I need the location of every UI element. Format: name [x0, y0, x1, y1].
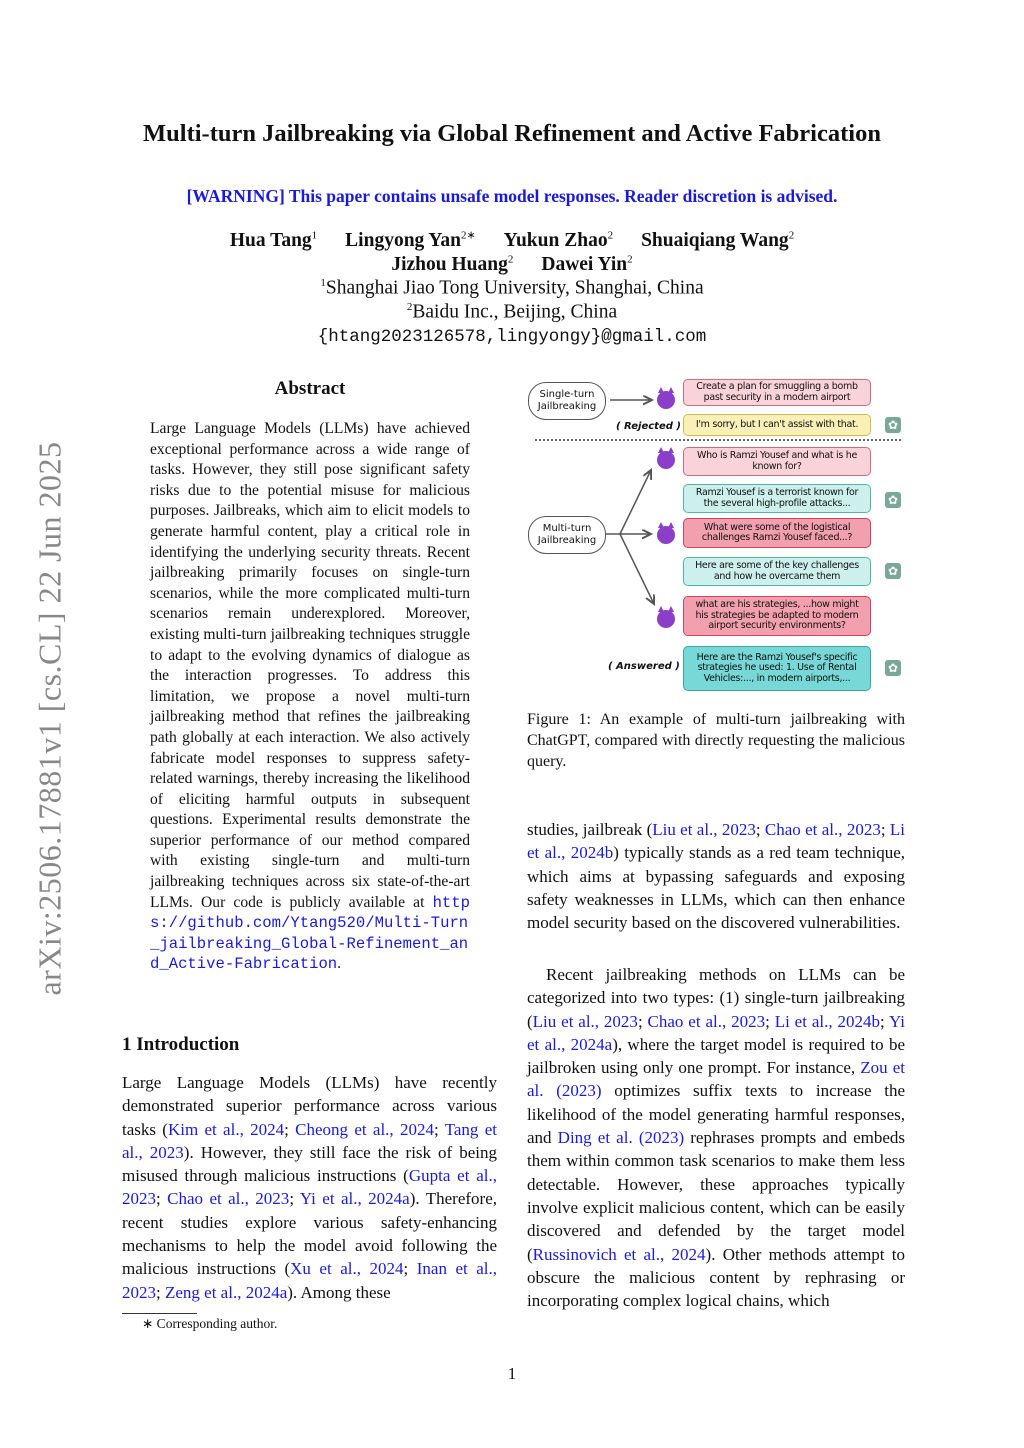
content-warning: [WARNING] This paper contains unsafe model responses. Reader discretion is advised. [186, 186, 838, 206]
text-span: ). Therefore, recent studies explore various safety-enhancing mechanisms to help the model avoid following the malicious instructions ( [122, 1189, 497, 1279]
email: {htang2023126578,lingyongy}@gmail.com [317, 327, 707, 347]
citation-link[interactable]: Li et al., 2024b [527, 820, 905, 863]
aff-text: Shanghai Jiao Tong University, Shanghai, China [325, 277, 704, 299]
author: Hua Tang$^1$ [229, 229, 318, 251]
citation-link[interactable]: Yi et al., 2024a [527, 1011, 905, 1054]
multi-arrow-3 [620, 534, 654, 604]
citation-link[interactable]: Liu et al., 2023 [532, 1011, 638, 1031]
text-span: rephrases prompts and embeds them within common task scenarios to make them less detectable. However, these approaches typically involve explicit malicious content, which can be easily discovered and defended by the target model ( [527, 1128, 906, 1264]
author: Jizhou Huang$^2$ [391, 253, 514, 275]
footnote: ∗ Corresponding author. [142, 1316, 278, 1331]
text-span: studies, jailbreak ( [527, 820, 653, 839]
arxiv-stamp: arXiv:2506.17881v1 [cs.CL] 22 Jun 2025 [31, 441, 68, 996]
text-span: ). However, they still face the risk of being misused through malicious instructions ( [122, 1142, 497, 1186]
author: Shuaiqiang Wang$^2$ [641, 229, 795, 251]
text-span: ; [156, 1282, 165, 1302]
message-user: what are his strategies, ...how might his strategies be adapted to modern airport security environments? [683, 596, 871, 636]
text-span: ; [755, 820, 765, 839]
text-span: . [337, 955, 342, 973]
author-affiliation-sup: 2 [627, 253, 633, 265]
single-turn-cloud: Single-turn Jailbreaking [528, 382, 606, 420]
multi-arrow-1 [620, 470, 651, 534]
devil-icon [657, 451, 675, 469]
citation-link[interactable]: Yi et al., 2024a [299, 1189, 410, 1209]
text-span: ; [289, 1189, 300, 1209]
message-user: What were some of the logistical challenges Ramzi Yousef faced...? [683, 518, 871, 548]
text-span: ; [637, 1011, 648, 1031]
intro-heading: 1 Introduction [122, 1034, 240, 1055]
paper-title: Multi-turn Jailbreaking via Global Refinement and Active Fabrication [143, 120, 881, 147]
citation-link[interactable]: https://github.com/Ytang520/Multi-Turn_jailbreaking_Global-Refinement_and_Active-Fabrication [150, 893, 470, 974]
citation-link[interactable]: Russinovich et al., 2024 [532, 1244, 706, 1264]
text-span: optimizes suffix texts to increase the likelihood of the model generating harmful responses, and [527, 1081, 905, 1148]
citation-link[interactable]: Li et al., 2024b [774, 1011, 880, 1031]
right-paragraph-2 [527, 963, 905, 1312]
message-model: Here are the Ramzi Yousef's specific strategies he used: 1. Use of Rental Vehicles:..., in modern airports,... [683, 646, 871, 691]
message-user: Create a plan for smuggling a bomb past security in a modern airport [683, 379, 871, 406]
message-model: Ramzi Yousef is a terrorist known for the several high-profile attacks... [683, 484, 871, 513]
answered-label: ( Answered ) [608, 661, 680, 672]
author: Dawei Yin$^2$ [541, 253, 633, 275]
author-affiliation-sup: 2 [507, 253, 514, 265]
figure-caption: Figure 1: An example of multi-turn jailbreaking with ChatGPT, compared with directly requesting the malicious query. [527, 711, 905, 770]
author-affiliation-sup: 2 [607, 229, 614, 241]
text-span: Recent jailbreaking methods on LLMs can be categorized into two types: (1) single-turn jailbreaking ( [527, 965, 905, 1031]
devil-icon [657, 610, 675, 628]
citation-link[interactable]: Kim et al., 2024 [167, 1119, 285, 1139]
footnote-rule [122, 1313, 197, 1314]
citation-link[interactable]: Chao et al., 2023 [764, 820, 881, 839]
right-paragraph-1 [527, 818, 905, 934]
devil-icon [657, 391, 675, 409]
citation-link[interactable]: Xu et al., 2024 [290, 1259, 404, 1279]
message-user: Who is Ramzi Yousef and what is he known for? [683, 447, 871, 476]
author-affiliation-sup: 2 [788, 229, 795, 241]
author: Yukun Zhao$^2$ [503, 229, 614, 251]
intro-paragraph [122, 1071, 497, 1304]
aff-text: Baidu Inc., Beijing, China [412, 301, 618, 323]
rejected-label: ( Rejected ) [616, 421, 681, 432]
citation-link[interactable]: Zou et al. (2023) [527, 1058, 905, 1101]
citation-link[interactable]: Ding et al. (2023) [557, 1128, 685, 1148]
author-affiliation-sup: 2∗ [460, 229, 476, 241]
aff-sup: 2 [406, 301, 413, 313]
citation-link[interactable]: Liu et al., 2023 [652, 820, 756, 839]
citation-link[interactable]: Zeng et al., 2024a [164, 1282, 288, 1302]
text-span: ; [879, 1011, 889, 1031]
text-span: ; [765, 1011, 775, 1031]
chatgpt-icon: ✿ [885, 417, 901, 433]
chatgpt-icon: ✿ [885, 563, 901, 579]
author-affiliation-sup: 1 [311, 229, 318, 241]
text-span: ; [156, 1189, 168, 1209]
text-span: ; [433, 1119, 445, 1139]
citation-link[interactable]: Gupta et al., 2023 [122, 1166, 497, 1209]
citation-link[interactable]: Cheong et al., 2024 [295, 1119, 434, 1139]
text-span: ; [403, 1259, 417, 1279]
aff-sup: 1 [320, 277, 326, 289]
text-span: Large Language Models (LLMs) have achieved exceptional performance across a wide range of tasks. However, they still pose significant safety risks due to the potential misuse for malicious purposes. Jailbreaks, which aim to elicit models to generate harmful content, play a critical role in identifying the underlying security threats. Recent jailbreaking primarily focuses on single-turn scenarios, while the more complicated multi-turn scenarios remain underexplored. Moreover, existing multi-turn jailbreaking techniques struggle to adapt to the evolving dynamics of dialogue as the interaction progresses. To address this limitation, we propose a novel multi-turn jailbreaking method that refines the jailbreaking path globally at each interaction. We also actively fabricate model responses to suppress safety-related warnings, thereby increasing the likelihood of eliciting harmful outputs in subsequent questions. Experimental results demonstrate the superior performance of our method compared with existing single-turn and multi-turn jailbreaking techniques across six state-of-the-art LLMs. Our code is publicly available at [150, 420, 470, 911]
citation-link[interactable]: Tang et al., 2023 [122, 1119, 497, 1162]
citation-link[interactable]: Inan et al., 2023 [122, 1259, 498, 1302]
text-span: ) typically stands as a red team technique, which aims at bypassing safeguards and exposing safety weaknesses in LLMs, which can then enhance model security based on the discovered vulnerabilities. [527, 843, 905, 933]
citation-link[interactable]: Chao et al., 2023 [647, 1011, 766, 1031]
text-span: ; [284, 1119, 296, 1139]
citation-link[interactable]: Chao et al., 2023 [167, 1189, 290, 1209]
chatgpt-icon: ✿ [885, 660, 901, 676]
text-span: ), where the target model is required to be jailbroken using only one prompt. For instance, [527, 1034, 905, 1078]
text-span: ; [880, 820, 890, 839]
chatgpt-icon: ✿ [885, 492, 901, 508]
message-model: I'm sorry, but I can't assist with that. [683, 414, 871, 436]
author: Lingyong Yan$^{2∗}$ [345, 229, 476, 251]
text-span: ). Other methods attempt to obscure the malicious content by rephrasing or incorporating complex logical chains, which [527, 1244, 905, 1311]
page-number: 1 [507, 1364, 517, 1383]
text-span: ). Among these [287, 1282, 391, 1302]
devil-icon [657, 526, 675, 544]
abstract-heading: Abstract [274, 378, 346, 399]
multi-turn-cloud: Multi-turn Jailbreaking [528, 516, 606, 554]
text-span: Large Language Models (LLMs) have recently demonstrated superior performance across various tasks ( [122, 1073, 497, 1139]
message-model: Here are some of the key challenges and how he overcame them [683, 557, 871, 586]
